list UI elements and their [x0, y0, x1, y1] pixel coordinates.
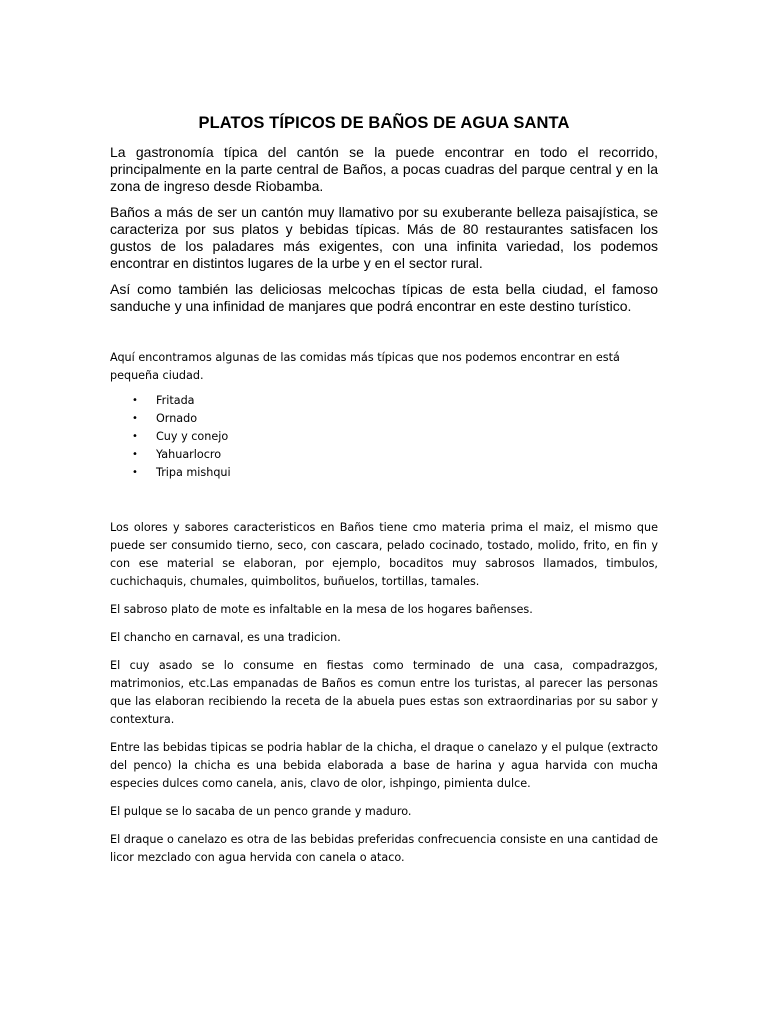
list-item: [132, 464, 658, 482]
bullet-icon: •: [132, 395, 138, 406]
dish-name: Tripa mishqui: [156, 466, 231, 479]
bullet-icon: •: [132, 449, 138, 460]
body-paragraph: Entre las bebidas tipicas se podria hablar de la chicha, el draque o canelazo y el pulque (extracto del penco) la chicha es una bebida elaborada a base de harina y agua harvida con mucha especies dulces como canela, anis, clavo de olor, ishpingo, pimienta dulce.: [110, 741, 658, 790]
list-item: [132, 428, 658, 446]
bullet-icon: •: [132, 431, 138, 442]
list-item: [132, 410, 658, 428]
body-paragraph: El chancho en carnaval, es una tradicion.: [110, 631, 341, 644]
body-paragraph: El sabroso plato de mote es infaltable en la mesa de los hogares bañenses.: [110, 603, 533, 616]
spacer: [110, 482, 658, 519]
bullet-icon: •: [132, 413, 138, 424]
list-item: [132, 392, 658, 410]
body-paragraph: El pulque se lo sacaba de un penco grande y maduro.: [110, 805, 412, 818]
dish-name: Yahuarlocro: [156, 448, 222, 461]
document-title: PLATOS TÍPICOS DE BAÑOS DE AGUA SANTA: [198, 114, 570, 132]
document-page: [110, 114, 658, 877]
dish-list: [110, 392, 658, 482]
body-paragraph: El cuy asado se lo consume en fiestas como terminado de una casa, compadrazgos, matrimonios, etc.Las empanadas de Baños es comun entre los turistas, al parecer las personas que las elaboran recibiendo la receta de la abuela pues estas son extraordinarias por su sabor y contextura.: [110, 659, 658, 726]
intro-paragraph: Así como también las deliciosas melcochas típicas de esta bella ciudad, el famoso sanduche y una infinidad de manjares que podrá encontrar en este destino turístico.: [110, 281, 658, 314]
dish-name: Fritada: [156, 394, 195, 407]
body-paragraph: El draque o canelazo es otra de las bebidas preferidas confrecuencia consiste en una cantidad de licor mezclado con agua hervida con canela o ataco.: [110, 833, 658, 864]
bullet-icon: •: [132, 467, 138, 478]
dish-name: Cuy y conejo: [156, 430, 229, 443]
list-item: [132, 446, 658, 464]
dish-name: Ornado: [156, 412, 198, 425]
list-intro: Aquí encontramos algunas de las comidas más típicas que nos podemos encontrar en está pequeña ciudad.: [110, 351, 620, 382]
intro-paragraph: La gastronomía típica del cantón se la puede encontrar en todo el recorrido, principalmente en la parte central de Baños, a pocas cuadras del parque central y en la zona de ingreso desde Riobamba.: [110, 144, 658, 194]
intro-paragraph: Baños a más de ser un cantón muy llamativo por su exuberante belleza paisajística, se caracteriza por sus platos y bebidas típicas. Más de 80 restaurantes satisfacen los gustos de los paladares más exigentes, con una infinita variedad, los podemos encontrar en distintos lugares de la urbe y en el sector rural.: [110, 204, 658, 271]
body-paragraph: Los olores y sabores caracteristicos en Baños tiene cmo materia prima el maiz, el mismo que puede ser consumido tierno, seco, con cascara, pelado cocinado, tostado, molido, frito, en fin y con ese material se elaboran, por ejemplo, bocaditos muy sabrosos llamados, timbulos, cuchichaquis, chumales, quimbolitos, buñuelos, tortillas, tamales.: [110, 521, 658, 588]
